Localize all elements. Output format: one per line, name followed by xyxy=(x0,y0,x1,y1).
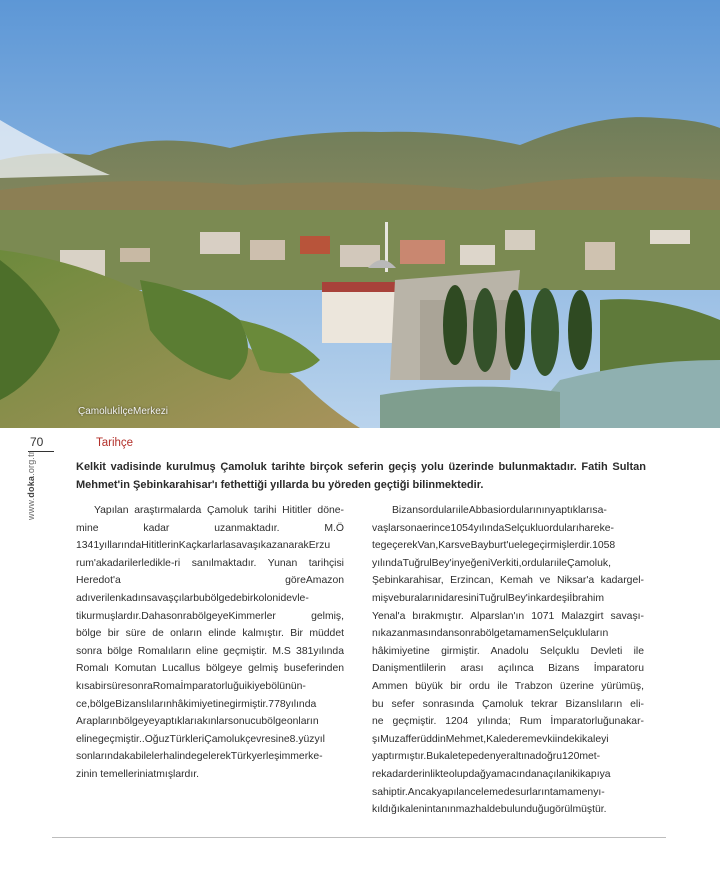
body-paragraph-left xyxy=(76,502,344,784)
intro-paragraph: Kelkit vadisinde kurulmuş Çamoluk tarihte birçok seferin geçiş yolu üzerinde bulunmaktadır. Fatih Sultan Mehmet'in Şebinkarahisar'ı fethettiği yıllarda bu yöreden geçtiği bilinmektedir. xyxy=(76,461,646,491)
text-line: Danişmentlilerin arası açılınca Bizans İmparatoru xyxy=(372,663,644,675)
page-number: 70 xyxy=(30,435,44,449)
body-column-left xyxy=(76,502,344,784)
body-paragraph-right xyxy=(372,502,644,819)
text-line: Heredot'a göreAmazon xyxy=(76,575,344,587)
text-line: Yapılan araştırmalarda Çamoluk tarihi Hititler döne- xyxy=(94,505,344,516)
side-url-brand: doka xyxy=(26,475,36,498)
text-line: 1341yıllarındaHititlerinKaçkarlarlasavaşıkazanarakErzu xyxy=(76,540,331,552)
text-line: mişveburalarınidaresiniTuğrulBey'inkardeşiİbrahim xyxy=(372,592,605,604)
text-line: tegeçerekVan,KarsveBayburt'uelegeçirmişlerdir.1058 xyxy=(372,540,616,552)
text-line: sonlarındakabilelerhalindegelerekTürkyerleşimmerke- xyxy=(76,751,323,763)
side-url[interactable] xyxy=(26,451,36,520)
text-line: yılındaTuğrulBey'inyeğeniVerkiti,ordularıileÇamoluk, xyxy=(372,557,611,569)
text-line: sahiptir.Ancakyapılancelemedesurlarıntamamenyı- xyxy=(372,786,605,798)
text-line: Şebinkarahisar, Erzincan, Kemah ve Niksar'a kadargel- xyxy=(372,575,644,587)
text-line: bölge bir süre de onların elinde kalmıştır. Bir müddet xyxy=(76,628,344,640)
text-line: sonra bölge Romalıların eline geçmiştir. M.S 381yılında xyxy=(76,645,344,657)
text-line: elinegeçmiştir..OğuzTürkleriÇamolukçevresine8.yüzyıl xyxy=(76,733,325,745)
text-line: rekadarderinlikteolupdağyamacındanaçılanikikapıya xyxy=(372,768,611,780)
bottom-divider xyxy=(52,837,666,838)
text-line: adıverilenkadınsavaşçılarbubölgedebirkolonidevle- xyxy=(76,592,309,604)
text-line: hâkimiyetine girmiştir. Anadolu Selçuklu Devleti ile xyxy=(372,645,644,657)
section-title: Tarihçe xyxy=(96,437,134,449)
text-line: zinin temelleriniatmışlardır. xyxy=(76,768,199,780)
text-line: mine kadar uzanmaktadır. M.Ö xyxy=(76,522,344,534)
text-line: tikurmuşlardır.DahasonrabölgeyeKimmerler gelmiş, xyxy=(76,610,344,622)
text-line: bu sefer sonrasında Çamoluk tekrar Bizanslıların eli- xyxy=(372,698,644,710)
text-line: vaşlarsonaerince1054yılındaSelçukluordularıhareke- xyxy=(372,522,615,534)
text-line: ne geçmiştir. 1204 yılında; Rum İmparatorluğunakar- xyxy=(372,716,644,728)
text-line: BizansordularıileAbbasiordularınınyaptıklarısa- xyxy=(392,505,607,516)
side-url-prefix: www. xyxy=(26,497,36,520)
text-line: Araplarınbölgeyeyaptıklarıakınlarsonucubölgeonların xyxy=(76,716,319,728)
side-url-suffix: .org.tr xyxy=(26,450,36,476)
text-line: kıldığıkalenintanınmazhaldebulunduğugörülmüştür. xyxy=(372,804,607,816)
text-line: Ammen büyük bir ordu ile Trabzon üzerine yürümüş, xyxy=(372,680,644,692)
text-line: Yenal'a bırakmıştır. Alparslan'ın 1071 Malazgirt savaşı- xyxy=(372,610,644,622)
text-line: kısabirsüresonraRomaİmparatorluğuikiyebölünün- xyxy=(76,680,306,692)
body-column-right xyxy=(372,502,644,819)
landscape-photo xyxy=(0,0,720,428)
text-line: nıkazanmasındansonrabölgetamamenSelçukluların xyxy=(372,628,609,640)
photo-caption: ÇamolukİlçeMerkezi xyxy=(78,406,169,417)
text-line: şıMuzafferüddinMehmet,Kalederemevkiindekikaleyi xyxy=(372,733,609,745)
text-line: Romalı Komutan Lucallus bölgeye gelmiş buseferinden xyxy=(76,663,344,675)
text-line: rum'akadarilerledikle-ri sanılmaktadır. Yunan tarihçisi xyxy=(76,557,344,569)
text-line: yaptırmıştır.Bukaletepedenyeraltınadoğru120met- xyxy=(372,751,601,763)
text-line: ce,bölgeBizanslılarınhâkimiyetinegirmiştir.778yılında xyxy=(76,698,317,710)
